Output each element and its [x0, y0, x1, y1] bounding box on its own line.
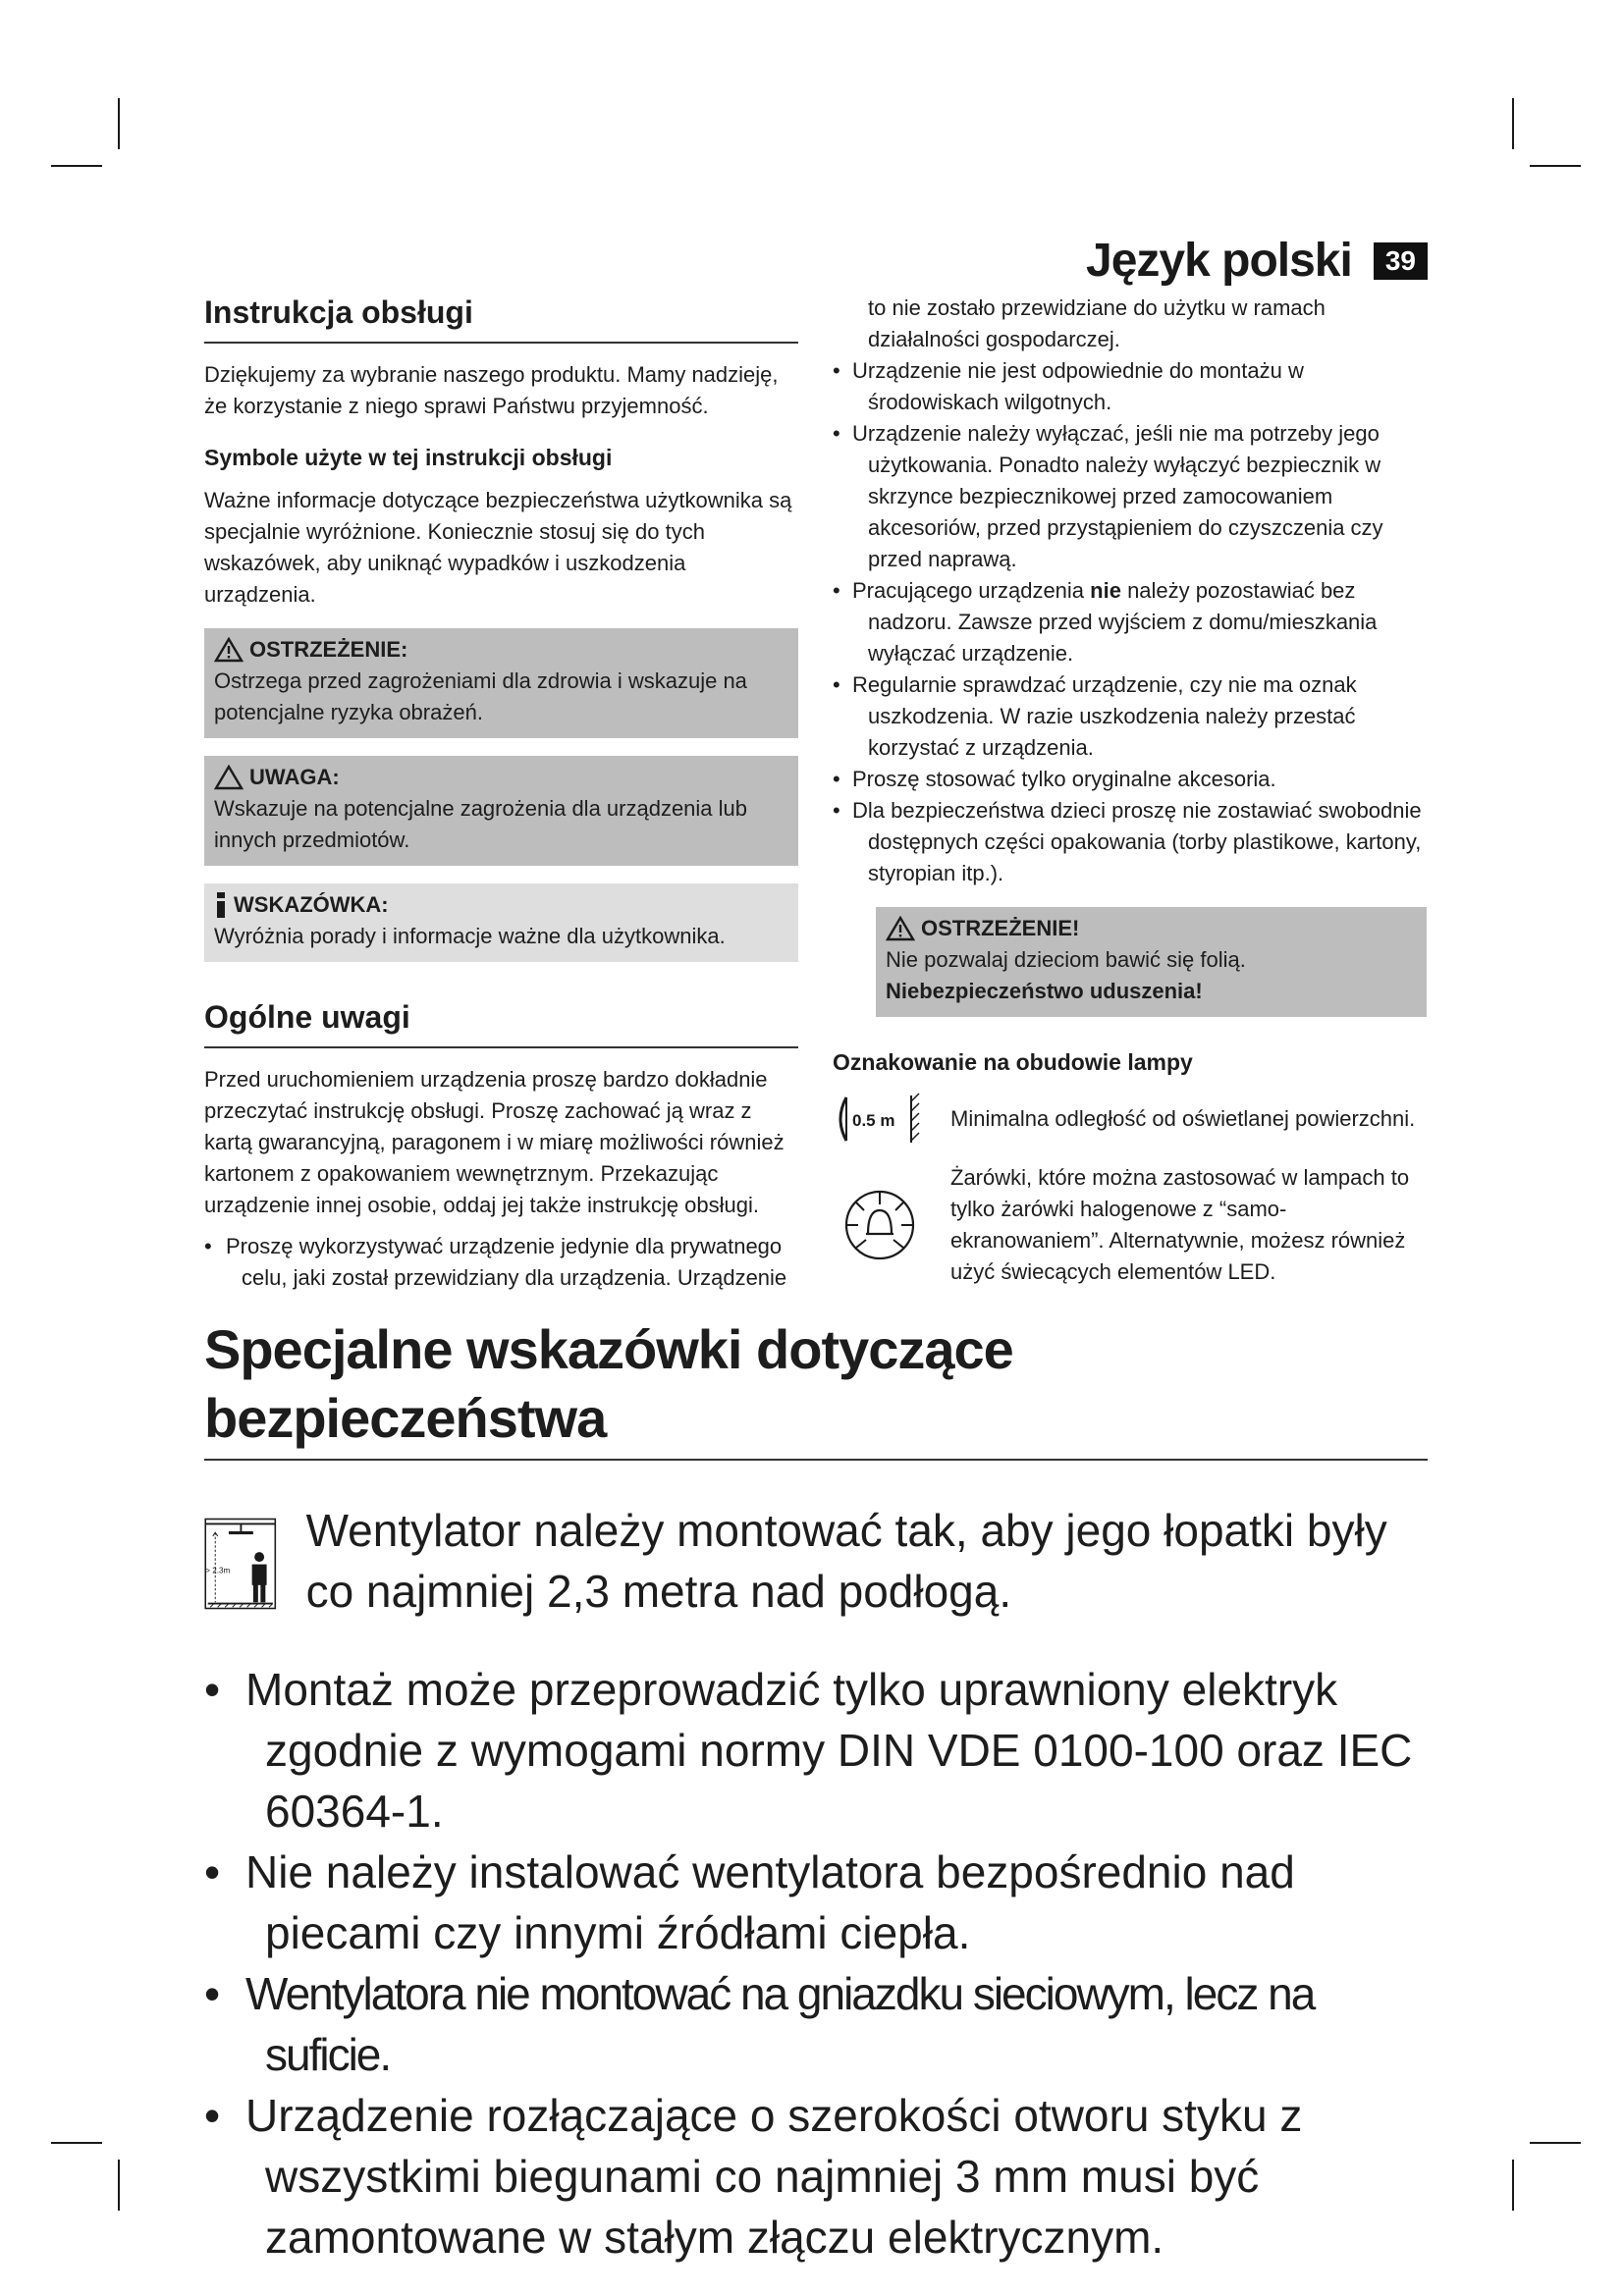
continuation-text: to nie zostało przewidziane do użytku w ramach działalności gospodarczej. [868, 295, 1326, 351]
list-item: • Wentylatora nie montować na gniazdku sieciowym, lecz na suficie. [204, 1963, 1428, 2085]
general-title: Ogólne uwagi [204, 997, 798, 1048]
crop-mark [118, 98, 120, 149]
special-safety-title: Specjalne wskazówki dotyczące bezpieczeństwa [204, 1315, 1428, 1461]
list-item: • Proszę stosować tylko oryginalne akcesoria. [833, 764, 1427, 795]
crop-mark [1512, 98, 1514, 149]
caution-title: UWAGA: [249, 765, 340, 789]
children-warning-title: OSTRZEŻENIE! [921, 916, 1080, 940]
distance-mark-icon [833, 1090, 927, 1148]
fan-height-text: Wentylator należy montować tak, aby jego łopatki były co najmniej 2,3 metra nad podłogą. [305, 1505, 1387, 1617]
warning-title: OSTRZEŻENIE: [249, 637, 408, 662]
instructions-title: Instrukcja obsługi [204, 293, 798, 344]
crop-mark [1512, 2160, 1514, 2211]
warning-triangle-icon [886, 916, 915, 941]
children-warning-text: Nie pozwalaj dzieciom bawić się folią. [886, 947, 1246, 972]
list-item [833, 575, 1427, 669]
hint-box [204, 883, 798, 962]
marks-title: Oznakowanie na obudowie lampy [833, 1049, 1193, 1075]
symbols-text: Ważne informacje dotyczące bezpieczeństwa użytkownika są specjalnie wyróżnione. Koniecznie stosuj się do tych wskazówek, aby uniknąć wypadków i uszkodzenia urządzenia. [204, 488, 792, 607]
fan-height-label: > 2.3m [205, 1566, 231, 1575]
right-column [833, 293, 1427, 1288]
special-safety-list [204, 1659, 1428, 2268]
children-warning-box [876, 907, 1427, 1017]
distance-mark-text: Minimalna odległość od oświetlanej powierzchni. [950, 1106, 1416, 1131]
children-warning-bold: Niebezpieczeństwo uduszenia! [886, 979, 1203, 1003]
left-column [204, 293, 798, 1294]
distance-mark-label: 0.5 m [852, 1111, 895, 1130]
warning-triangle-icon [214, 637, 244, 663]
list-item-text: należy pozostawiać bez nadzoru. Zawsze przed wyjściem z domu/mieszkania wyłączać urządzenie. [868, 578, 1378, 666]
list-item: • Urządzenie nie jest odpowiednie do montażu w środowiskach wilgotnych. [833, 355, 1427, 418]
warning-box [204, 628, 798, 738]
lamp-markings [833, 1090, 1427, 1288]
crop-mark [1530, 165, 1581, 167]
page-number: 39 [1374, 242, 1428, 280]
crop-mark [1530, 2142, 1581, 2144]
caution-triangle-icon [214, 765, 244, 790]
crop-mark [51, 2142, 102, 2144]
list-item: • Dla bezpieczeństwa dzieci proszę nie zostawiać swobodnie dostępnych części opakowania (torby plastikowe, kartony, styropian itp.). [833, 795, 1427, 889]
fan-height-icon [204, 1490, 277, 1637]
list-item: • Urządzenie należy wyłączać, jeśli nie ma potrzeby jego użytkowania. Ponadto należy wyłączyć bezpiecznik w skrzynce bezpiecznikowej przed zamocowaniem akcesoriów, przed przystąpieniem do czyszczenia czy przed naprawą. [833, 418, 1427, 575]
fan-height-row [204, 1490, 1428, 1637]
list-item: • Urządzenie rozłączające o szerokości otworu styku z wszystkimi biegunami co najmniej 3 mm musi być zamontowane w stałym złączu elektrycznym. [204, 2085, 1428, 2268]
crop-mark [118, 2160, 120, 2211]
general-list [204, 1231, 798, 1294]
caution-box [204, 756, 798, 866]
self-shielded-lamp-icon [833, 1183, 927, 1267]
list-item-bold: nie [1090, 578, 1121, 603]
warning-text: Ostrzega przed zagrożeniami dla zdrowia i wskazuje na potencjalne ryzyka obrażeń. [214, 668, 747, 724]
symbols-title: Symbole użyte w tej instrukcji obsługi [204, 445, 613, 470]
list-item: • Nie należy instalować wentylatora bezpośrednio nad piecami czy innymi źródłami ciepła. [204, 1842, 1428, 1963]
hint-text: Wyróżnia porady i informacje ważne dla użytkownika. [214, 924, 726, 948]
hint-title: WSKAZÓWKA: [234, 892, 389, 917]
intro-text: Dziękujemy za wybranie naszego produktu. Mamy nadzieję, że korzystanie z niego sprawi Państwu przyjemność. [204, 362, 779, 418]
info-icon [214, 891, 228, 919]
list-item: • Regularnie sprawdzać urządzenie, czy nie ma oznak uszkodzenia. W razie uszkodzenia należy przestać korzystać z urządzenia. [833, 669, 1427, 764]
list-item: • Montaż może przeprowadzić tylko uprawniony elektryk zgodnie z wymogami normy DIN VDE 0100-100 oraz IEC 60364-1. [204, 1659, 1428, 1842]
list-item: • Proszę wykorzystywać urządzenie jedynie dla prywatnego celu, jaki został przewidziany dla urządzenia. Urządzenie [204, 1231, 798, 1294]
language-title: Język polski [1086, 235, 1352, 287]
crop-mark [51, 165, 102, 167]
special-safety-section [204, 1315, 1428, 2268]
bulb-mark-text: Żarówki, które można zastosować w lampach to tylko żarówki halogenowe z “samo-ekranowaniem”. Alternatywnie, możesz również użyć świecących elementów LED. [950, 1165, 1410, 1284]
page-header [1086, 234, 1428, 288]
caution-text: Wskazuje na potencjalne zagrożenia dla urządzenia lub innych przedmiotów. [214, 796, 748, 852]
general-text: Przed uruchomieniem urządzenia proszę bardzo dokładnie przeczytać instrukcję obsługi. Proszę zachować ją wraz z kartą gwarancyjną, paragonem i w miarę możliwości również kartonem z opakowaniem wewnętrznym. Przekazując urządzenie innej osobie, oddaj jej także instrukcję obsługi. [204, 1067, 785, 1217]
list-item-text: Pracującego urządzenia [852, 578, 1091, 603]
safety-list [833, 355, 1427, 889]
